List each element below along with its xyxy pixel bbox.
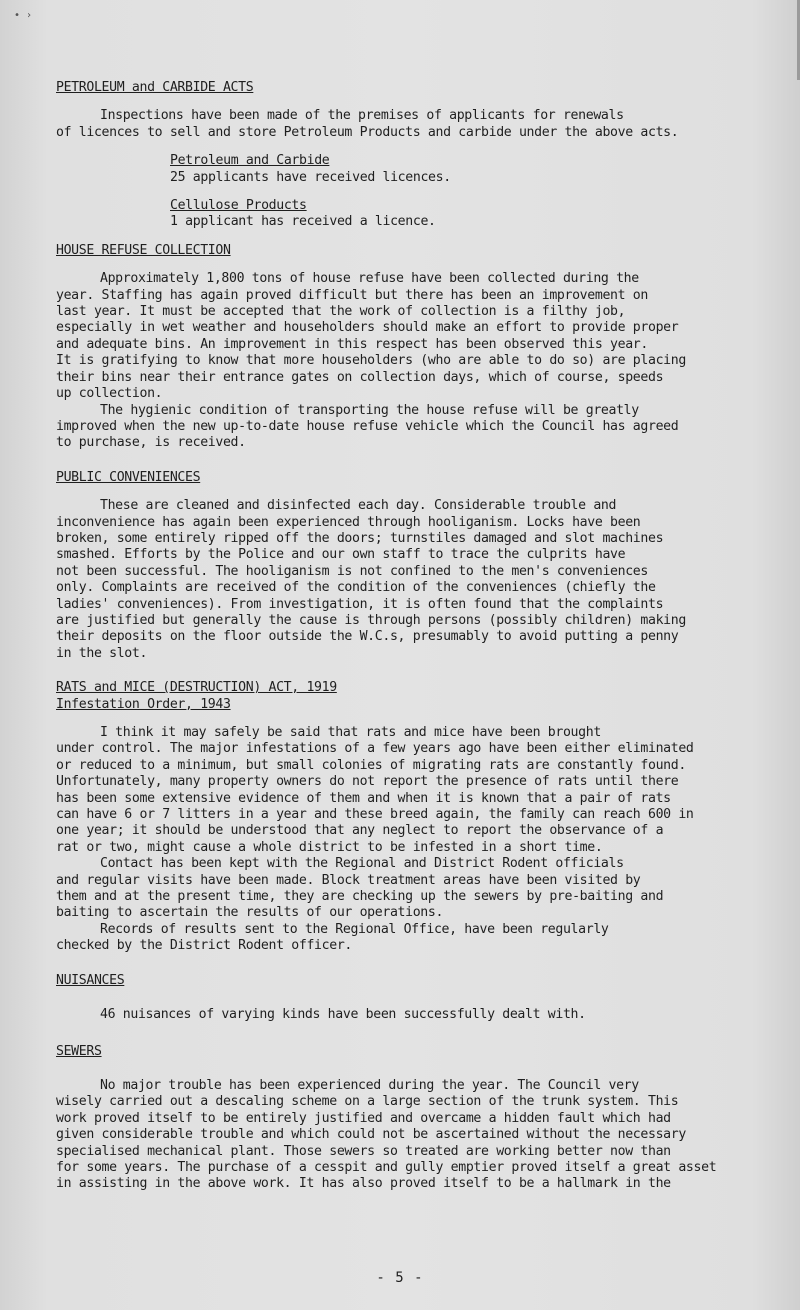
paragraph-line: smashed. Efforts by the Police and our own staff to trace the culprits have [56, 547, 626, 563]
paragraph-line: in the slot. [56, 645, 148, 661]
paragraph-line: of licences to sell and store Petroleum Products and carbide under the above acts. [56, 124, 679, 140]
heading-petroleum: PETROLEUM and CARBIDE ACTS [56, 80, 254, 95]
paragraph-line: up collection. [56, 386, 163, 402]
paragraph-line: 46 nuisances of varying kinds have been successfully dealt with. [100, 1007, 586, 1023]
paragraph-line: Records of results sent to the Regional Office, have been regularly [100, 921, 609, 937]
paragraph-line: 1 applicant has received a licence. [170, 214, 436, 230]
subheading-cellulose: Cellulose Products [170, 198, 307, 214]
paragraph-line: especially in wet weather and householders should make an effort to provide proper [56, 320, 679, 336]
paragraph-line: are justified but generally the cause is through persons (possibly children) making [56, 612, 686, 628]
paragraph-line: them and at the present time, they are checking up the sewers by pre-baiting and [56, 889, 664, 905]
paragraph-line: Inspections have been made of the premises of applicants for renewals [100, 108, 624, 124]
heading-infestation-order: Infestation Order, 1943 [56, 696, 231, 712]
paragraph-line: specialised mechanical plant. Those sewers so treated are working better now than [56, 1143, 671, 1159]
paragraph-line: or reduced to a minimum, but small colonies of migrating rats are constantly found. [56, 757, 686, 773]
paragraph-line: in assisting in the above work. It has also proved itself to be a hallmark in the [56, 1176, 671, 1192]
heading-nuisances: NUISANCES [56, 972, 125, 988]
paragraph-line: to purchase, is received. [56, 435, 246, 451]
heading-refuse: HOUSE REFUSE COLLECTION [56, 242, 231, 258]
paragraph-line: one year; it should be understood that any neglect to report the observance of a [56, 823, 664, 839]
paragraph-line: and adequate bins. An improvement in this respect has been observed this year. [56, 336, 648, 352]
paragraph-line: given considerable trouble and which could not be ascertained without the necessary [56, 1127, 686, 1143]
paragraph-line: The hygienic condition of transporting the house refuse will be greatly [100, 402, 639, 418]
paragraph-line: and regular visits have been made. Block treatment areas have been visited by [56, 872, 641, 888]
paragraph-line: inconvenience has again been experienced through hooliganism. Locks have been [56, 514, 641, 530]
paragraph-line: under control. The major infestations of a few years ago have been either eliminated [56, 741, 694, 757]
paragraph-line: their bins near their entrance gates on collection days, which of course, speeds [56, 369, 664, 385]
paragraph-line: year. Staffing has again proved difficult but there has been an improvement on [56, 287, 648, 303]
heading-rats: RATS and MICE (DESTRUCTION) ACT, 1919 [56, 680, 337, 696]
paragraph-line: work proved itself to be entirely justified and overcame a hidden fault which had [56, 1110, 671, 1126]
paragraph-line: has been some extensive evidence of them and when it is known that a pair of rats [56, 790, 671, 806]
paragraph-line: broken, some entirely ripped off the doors; turnstiles damaged and slot machines [56, 530, 664, 546]
paragraph-line: for some years. The purchase of a cesspit and gully emptier proved itself a great asset [56, 1159, 717, 1175]
paragraph-line: Unfortunately, many property owners do not report the presence of rats until there [56, 774, 679, 790]
paragraph-line: checked by the District Rodent officer. [56, 938, 352, 954]
paragraph-line: These are cleaned and disinfected each day. Considerable trouble and [100, 498, 617, 514]
paragraph-line: baiting to ascertain the results of our operations. [56, 905, 444, 921]
paragraph-line: No major trouble has been experienced during the year. The Council very [100, 1077, 639, 1093]
heading-sewers: SEWERS [56, 1043, 102, 1059]
paragraph-line: rat or two, might cause a whole district to be infested in a short time. [56, 839, 603, 855]
page-number: - 5 - [376, 1270, 424, 1286]
paragraph-line: It is gratifying to know that more householders (who are able to do so) are placing [56, 353, 686, 369]
paragraph-line: last year. It must be accepted that the work of collection is a filthy job, [56, 304, 626, 320]
paragraph-line: improved when the new up-to-date house refuse vehicle which the Council has agreed [56, 418, 679, 434]
paragraph-line: ladies' conveniences). From investigation, it is often found that the complaints [56, 596, 664, 612]
document-body [56, 80, 796, 1193]
paragraph-line: can have 6 or 7 litters in a year and these breed again, the family can reach 600 in [56, 807, 694, 823]
paragraph-line: not been successful. The hooliganism is not confined to the men's conveniences [56, 563, 648, 579]
paragraph-line: only. Complaints are received of the condition of the conveniences (chiefly the [56, 580, 656, 596]
paragraph-line: Contact has been kept with the Regional and District Rodent officials [100, 856, 624, 872]
paragraph-line: wisely carried out a descaling scheme on a large section of the trunk system. This [56, 1094, 679, 1110]
paragraph-line: I think it may safely be said that rats and mice have been brought [100, 725, 601, 740]
corner-marks: • › [14, 10, 33, 21]
paragraph-line: 25 applicants have received licences. [170, 169, 451, 185]
heading-conveniences: PUBLIC CONVENIENCES [56, 469, 201, 485]
paragraph-line: Approximately 1,800 tons of house refuse have been collected during the [100, 271, 639, 287]
subheading-petroleum-carbide: Petroleum and Carbide [170, 153, 330, 169]
paragraph-line: their deposits on the floor outside the W.C.s, presumably to avoid putting a penny [56, 629, 679, 645]
